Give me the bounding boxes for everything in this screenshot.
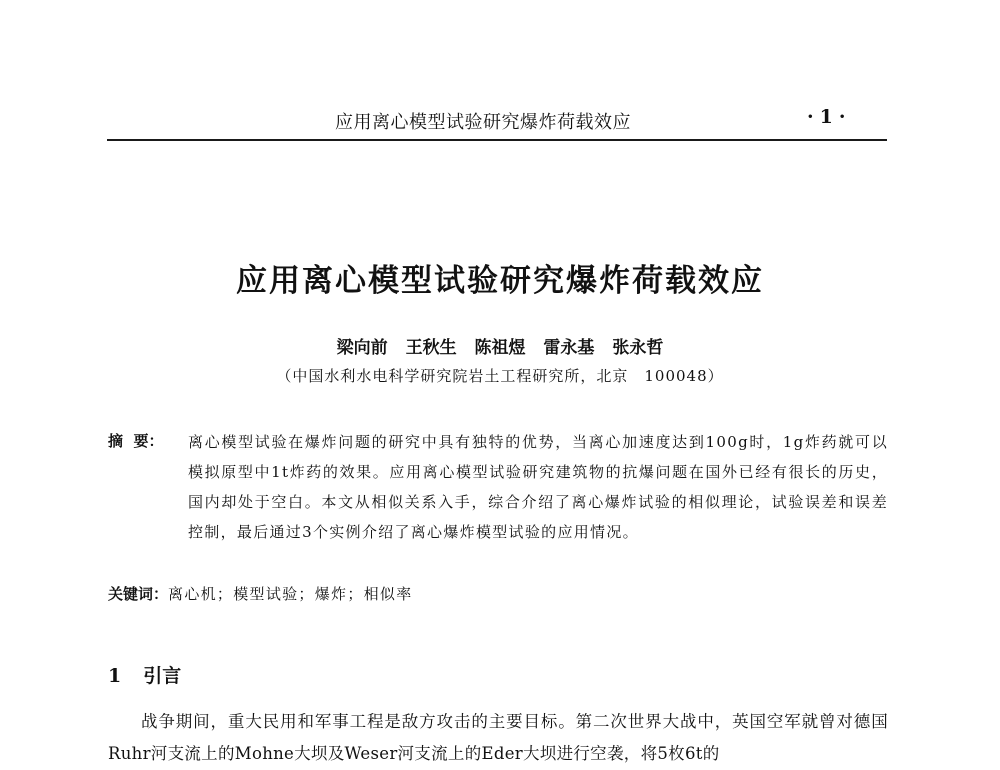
- abstract-text: 离心模型试验在爆炸问题的研究中具有独特的优势，当离心加速度达到100g时，1g炸药就可以模拟原型中1t炸药的效果。应用离心模型试验研究建筑物的抗爆问题在国外已经有很长的历史，国内却处于空白。本文从相似关系入手，综合介绍了离心爆炸试验的相似理论，试验误差和误差控制，最后通过3个实例介绍了离心爆炸模型试验的应用情况。: [188, 433, 888, 541]
- running-header: [107, 104, 887, 134]
- keywords: [108, 583, 888, 604]
- section-title: 引言: [143, 665, 182, 687]
- author-list: 梁向前 王秋生 陈祖煜 雷永基 张永哲: [336, 338, 664, 358]
- header-rule: [107, 139, 887, 141]
- section-number: 1: [108, 665, 122, 687]
- intro-paragraph: 战争期间，重大民用和军事工程是敌方攻击的主要目标。第二次世界大战中，英国空军就曾对德国Ruhr河支流上的Mohne大坝及Weser河支流上的Eder大坝进行空袭，将5枚6t的: [108, 712, 888, 763]
- page-number: ·1·: [807, 106, 852, 128]
- keywords-text: 离心机；模型试验；爆炸；相似率: [168, 585, 413, 603]
- section-heading: [108, 661, 181, 688]
- paper-title: 应用离心模型试验研究爆炸荷载效应: [236, 263, 764, 299]
- abstract-label: 摘 要：: [108, 432, 164, 450]
- affiliation: （中国水利水电科学研究院岩土工程研究所，北京 100048）: [276, 367, 724, 385]
- keywords-label: 关键词：: [108, 585, 169, 603]
- running-title: 应用离心模型试验研究爆炸荷载效应: [335, 112, 631, 133]
